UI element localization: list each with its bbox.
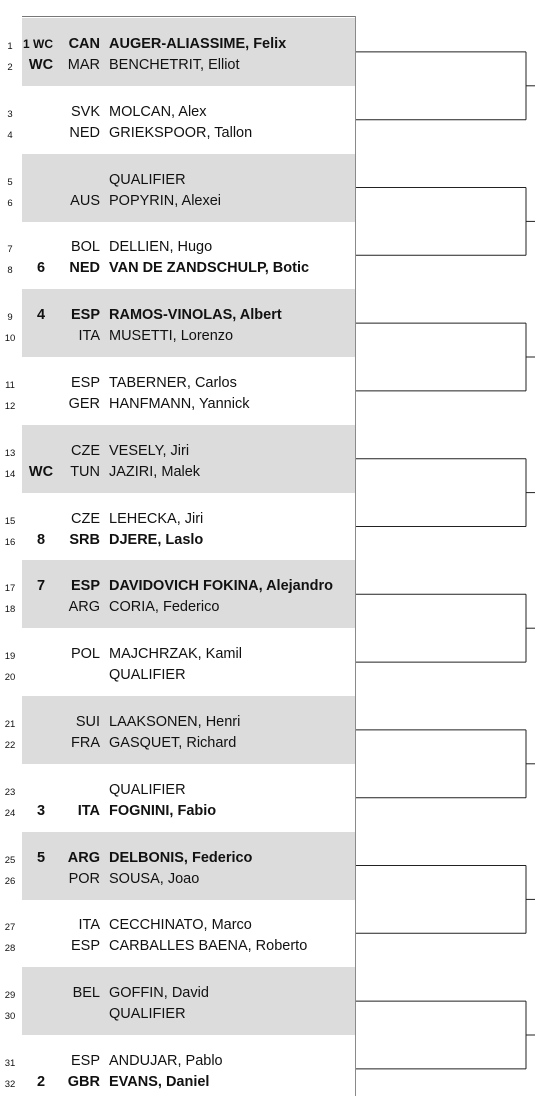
draw-position: 3 [7,108,13,120]
draw-position: 10 [4,333,16,345]
draw-position: 15 [4,515,16,527]
nationality-code: GER [68,396,100,412]
draw-position: 23 [4,786,16,798]
player-name: MUSETTI, Lorenzo [109,328,234,345]
nationality-code: ITA [78,328,100,345]
draw-position: 19 [4,651,16,663]
seed-label: 2 [36,1074,46,1090]
player-name: ANDUJAR, Pablo [109,1053,223,1069]
draw-position: 25 [4,854,16,866]
player-name: CARBALLES BAENA, Roberto [109,938,308,955]
nationality-code: BEL [72,985,100,1002]
player-name: VESELY, Jiri [109,442,190,459]
player-name: POPYRIN, Alexei [109,192,222,209]
player-name: DJERE, Laslo [109,531,204,548]
nationality-code: SRB [69,531,100,548]
draw-position: 5 [7,176,13,188]
player-name: QUALIFIER [109,667,186,684]
player-name: CORIA, Federico [109,599,220,616]
draw-position: 14 [4,468,16,480]
player-name: FOGNINI, Fabio [109,802,217,819]
draw-position: 32 [4,1079,16,1090]
nationality-code: ESP [70,578,100,595]
draw-position: 17 [4,583,16,595]
player-name: MAJCHRZAK, Kamil [109,646,242,663]
player-name: VAN DE ZANDSCHULP, Botic [109,260,310,277]
seed-label: 5 [36,849,46,866]
nationality-code: TUN [70,463,100,480]
draw-position: 22 [4,740,16,751]
draw-position: 31 [4,1058,16,1069]
nationality-code: CZE [71,510,100,527]
player-name: LAAKSONEN, Henri [109,714,241,730]
draw-position: 20 [4,672,16,684]
nationality-code: ESP [70,307,100,324]
player-name: AUGER-ALIASSIME, Felix [109,36,287,52]
nationality-code: ARG [67,849,100,866]
player-name: JAZIRI, Malek [109,463,201,480]
player-name: HANFMANN, Yannick [109,396,250,412]
nationality-code: ESP [70,1053,100,1069]
seed-label: WC [28,463,54,480]
player-name: GRIEKSPOOR, Tallon [109,124,253,141]
nationality-code: ITA [78,917,100,934]
nationality-code: CZE [71,442,100,459]
player-name: SOUSA, Joao [109,870,200,887]
nationality-code: ARG [68,599,100,616]
draw-position: 7 [7,244,13,256]
player-name: RAMOS-VINOLAS, Albert [109,307,282,324]
draw-position: 27 [4,922,16,934]
draw-position: 12 [4,401,16,412]
nationality-code: NED [69,124,100,141]
nationality-code: FRA [71,735,100,751]
seed-label: 7 [36,578,46,595]
player-name: DELBONIS, Federico [109,849,253,866]
seed-label: 8 [36,531,46,548]
nationality-code: BOL [70,239,100,256]
draw-position: 26 [4,875,16,887]
draw-position: 1 [7,41,13,52]
player-name: QUALIFIER [109,171,186,188]
seed-label: 3 [36,802,46,819]
player-name: EVANS, Daniel [109,1074,210,1090]
draw-position: 6 [7,197,13,209]
player-name: CECCHINATO, Marco [109,917,252,934]
player-name: DELLIEN, Hugo [109,239,213,256]
player-name: QUALIFIER [109,1006,186,1023]
nationality-code: CAN [68,36,100,52]
seed-label: 4 [36,307,46,324]
seed-label: 1 WC [23,37,53,51]
draw-position: 18 [4,604,16,616]
draw-position: 9 [7,312,13,324]
nationality-code: POR [68,870,100,887]
player-name: GASQUET, Richard [109,735,237,751]
nationality-code: POL [70,646,100,663]
draw-position: 8 [7,265,13,277]
nationality-code: ITA [77,802,100,819]
draw-position: 2 [7,62,13,73]
draw-position: 24 [4,807,16,819]
draw-position: 11 [5,380,15,391]
seed-label: 6 [36,260,46,277]
nationality-code: SUI [75,714,100,730]
player-name: BENCHETRIT, Elliot [109,57,240,73]
draw-position: 21 [4,719,16,730]
seed-label: WC [28,57,54,73]
player-name: LEHECKA, Jiri [109,510,204,527]
nationality-code: ESP [70,375,100,391]
draw-position: 4 [7,129,13,141]
nationality-code: SVK [70,103,100,120]
player-name: DAVIDOVICH FOKINA, Alejandro [109,578,333,595]
nationality-code: NED [69,260,100,277]
nationality-code: GBR [67,1074,100,1090]
draw-position: 28 [4,943,16,955]
player-name: MOLCAN, Alex [109,103,207,120]
player-name: TABERNER, Carlos [109,375,237,391]
draw-position: 16 [4,536,16,548]
nationality-code: ESP [70,938,100,955]
draw-position: 30 [4,1011,16,1023]
draw-position: 13 [4,447,16,459]
player-name: QUALIFIER [109,781,186,798]
nationality-code: AUS [70,192,100,209]
nationality-code: MAR [67,57,100,73]
player-name: GOFFIN, David [109,985,209,1002]
draw-position: 29 [4,990,16,1002]
